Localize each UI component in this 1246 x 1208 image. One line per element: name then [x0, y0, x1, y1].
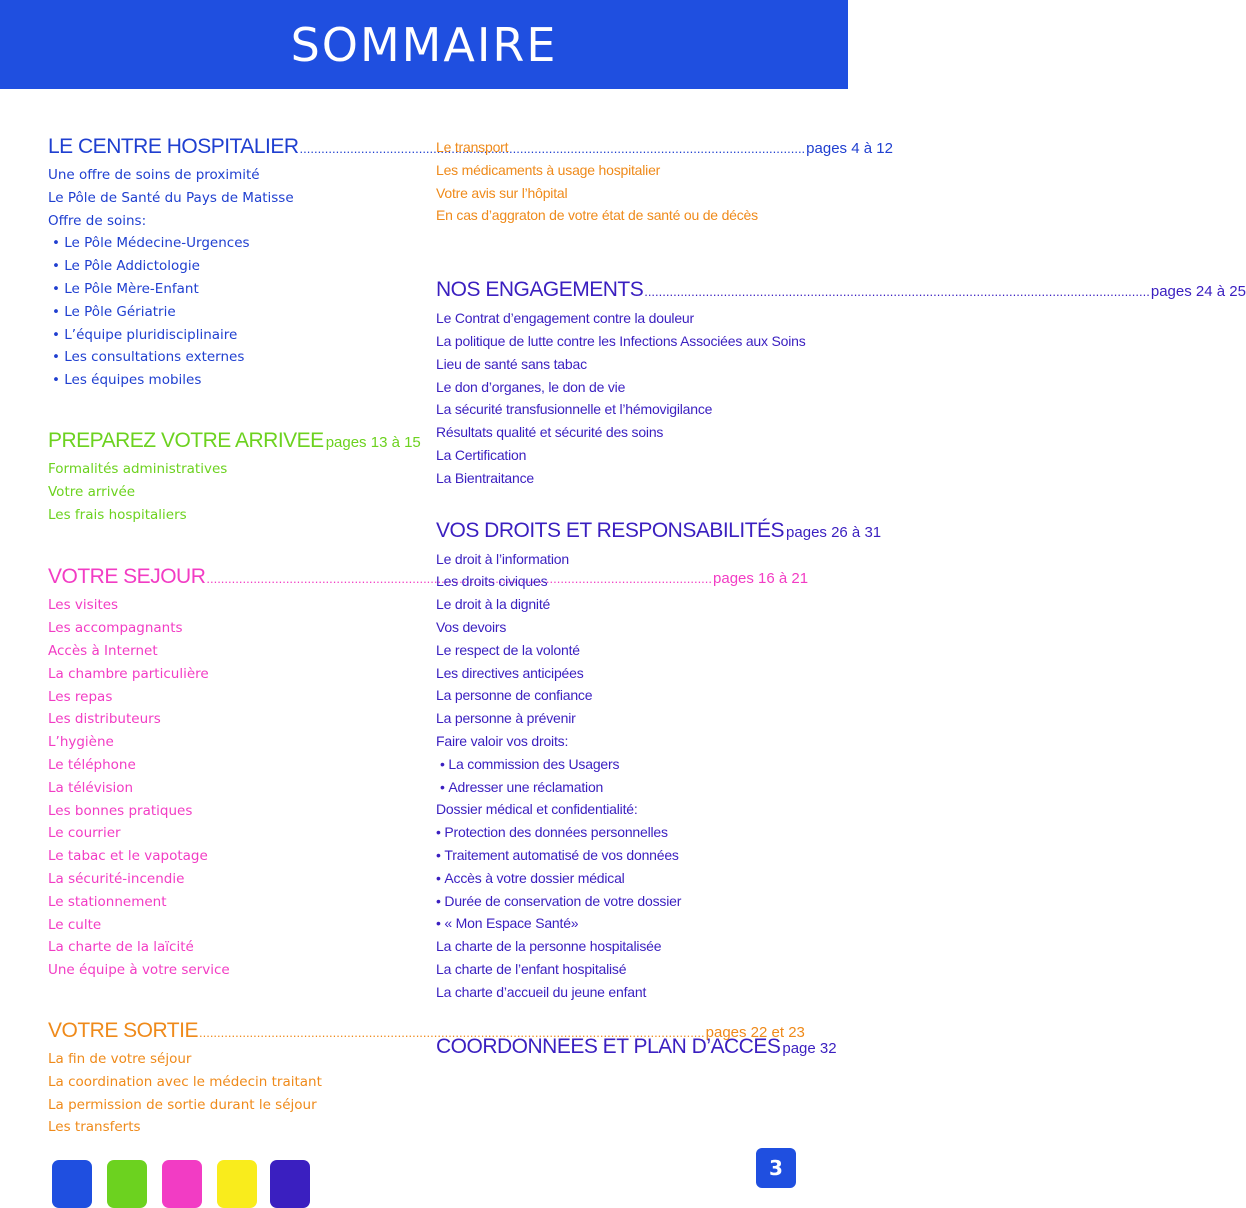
toc-item[interactable]: La charte de l’enfant hospitalisé [436, 960, 627, 977]
page-header [0, 0, 848, 89]
toc-item[interactable]: Votre avis sur l’hôpital [436, 184, 568, 201]
toc-item[interactable]: Faire valoir vos droits: [436, 732, 569, 749]
toc-item[interactable]: Vos devoirs [436, 618, 507, 635]
section-pages: pages 4 à 12 [806, 140, 893, 157]
toc-item[interactable]: En cas d’aggraton de votre état de santé ou de décès [436, 207, 758, 224]
toc-item[interactable]: Dossier médical et confidentialité: [436, 801, 638, 818]
toc-item[interactable]: Le droit à la dignité [436, 596, 551, 613]
toc-item[interactable]: Les médicaments à usage hospitalier [436, 161, 661, 178]
toc-item[interactable]: La sécurité-incendie [48, 870, 185, 887]
section-sortie-continued [436, 136, 816, 227]
section-title: COORDONNEES ET PLAN D’ACCES [436, 1034, 781, 1058]
toc-subitem[interactable]: • Le Pôle Médecine-Urgences [48, 232, 420, 255]
section-pages: pages 13 à 15 [325, 433, 421, 451]
toc-subitem[interactable]: • Adresser une réclamation [436, 776, 816, 799]
leader-dots [644, 277, 1150, 307]
toc-subitem[interactable]: • « Mon Espace Santé» [436, 912, 816, 935]
toc-item[interactable]: Le don d’organes, le don de vie [436, 378, 626, 395]
toc-item[interactable]: Le culte [48, 916, 102, 933]
toc-item[interactable]: La personne à prévenir [436, 710, 576, 727]
toc-item[interactable]: Le Contrat d’engagement contre la douleur [436, 310, 694, 327]
section-title: PREPAREZ VOTRE ARRIVEE [48, 428, 324, 452]
section-pages: page 32 [782, 1039, 837, 1057]
toc-item[interactable]: La sécurité transfusionnelle et l’hémovigilance [436, 401, 713, 418]
toc-subitem[interactable]: • Les consultations externes [48, 346, 420, 369]
toc-item[interactable]: Accès à Internet [48, 642, 158, 659]
section-title: NOS ENGAGEMENTS [436, 278, 644, 302]
toc-item[interactable]: Une offre de soins de proximité [48, 167, 260, 183]
tab-blue[interactable] [52, 1160, 92, 1208]
toc-item[interactable]: Les repas [48, 688, 113, 705]
toc-subitem[interactable]: • Protection des données personnelles [436, 821, 816, 844]
toc-item[interactable]: La charte de la personne hospitalisée [436, 938, 662, 955]
toc-item[interactable]: Les directives anticipées [436, 664, 584, 681]
section-title: VOTRE SEJOUR [48, 565, 206, 589]
section-heading[interactable] [48, 426, 420, 458]
toc-item[interactable]: La permission de sortie durant le séjour [48, 1096, 317, 1113]
toc-item[interactable]: Le stationnement [48, 893, 167, 910]
section-title: LE CENTRE HOSPITALIER [48, 135, 299, 158]
tab-pink[interactable] [162, 1160, 202, 1208]
toc-item[interactable]: Lieu de santé sans tabac [436, 355, 587, 372]
toc-item[interactable]: Le téléphone [48, 756, 136, 773]
toc-item[interactable]: Votre arrivée [48, 483, 136, 500]
toc-item[interactable]: La chambre particulière [48, 665, 209, 682]
toc-item[interactable]: Résultats qualité et sécurité des soins [436, 424, 664, 441]
toc-item[interactable]: Le droit à l’information [436, 550, 569, 567]
section-title: VOTRE SORTIE [48, 1018, 198, 1042]
toc-item[interactable]: La télévision [48, 779, 134, 796]
toc-item[interactable]: La fin de votre séjour [48, 1050, 192, 1067]
section-title: VOS DROITS ET RESPONSABILITÉS [436, 518, 785, 542]
section-nos-engagements [436, 275, 1246, 489]
section-pages: pages 24 à 25 [1150, 283, 1246, 301]
section-heading[interactable] [436, 516, 882, 548]
toc-item[interactable]: Les frais hospitaliers [48, 506, 187, 523]
toc-subitem[interactable]: • Le Pôle Addictologie [48, 255, 420, 278]
toc-item[interactable]: Les bonnes pratiques [48, 802, 193, 819]
toc-item[interactable]: Offre de soins: [48, 212, 147, 229]
toc-item[interactable]: Les accompagnants [48, 620, 183, 637]
toc-subitem[interactable]: • Le Pôle Mère-Enfant [48, 278, 420, 301]
toc-item[interactable]: La charte de la laïcité [48, 939, 194, 956]
section-coordonnees [436, 1032, 837, 1064]
toc-subitem[interactable]: • Le Pôle Gériatrie [48, 301, 420, 324]
toc-item[interactable]: La politique de lutte contre les Infections Associées aux Soins [436, 332, 806, 349]
toc-item[interactable]: Le tabac et le vapotage [48, 848, 208, 865]
section-color-tabs [52, 1160, 312, 1200]
toc-item[interactable]: La Certification [436, 446, 527, 463]
toc-item[interactable]: Le transport [436, 139, 509, 155]
tab-yellow[interactable] [217, 1160, 257, 1208]
toc-item[interactable]: Les visites [48, 597, 119, 614]
page-title: SOMMAIRE [290, 17, 558, 72]
toc-item[interactable]: Les droits civiques [436, 573, 548, 590]
tab-purple[interactable] [270, 1160, 310, 1208]
toc-item[interactable]: La personne de confiance [436, 687, 593, 704]
toc-item[interactable]: Les transferts [48, 1119, 141, 1136]
section-preparez-arrivee [48, 426, 420, 526]
toc-item[interactable]: L’hygiène [48, 734, 114, 751]
toc-item[interactable]: La Bientraitance [436, 469, 534, 486]
section-heading[interactable] [436, 275, 1246, 307]
toc-item[interactable]: Une équipe à votre service [48, 962, 230, 979]
toc-subitem[interactable]: • Accès à votre dossier médical [436, 867, 816, 890]
tab-green[interactable] [107, 1160, 147, 1208]
toc-item[interactable]: Le respect de la volonté [436, 641, 580, 658]
toc-item[interactable]: Les distributeurs [48, 711, 161, 728]
page-number [756, 1148, 796, 1188]
toc-subitem[interactable]: • La commission des Usagers [436, 753, 816, 776]
page-number-text: 3 [769, 1156, 783, 1180]
section-pages: pages 26 à 31 [786, 523, 882, 541]
toc-item[interactable]: La charte d’accueil du jeune enfant [436, 983, 647, 1000]
section-pages: pages 16 à 21 [713, 570, 809, 588]
toc-item[interactable]: Formalités administratives [48, 460, 228, 477]
toc-subitem[interactable]: • Les équipes mobiles [48, 369, 420, 392]
section-heading[interactable] [436, 1032, 837, 1064]
toc-subitem[interactable]: • Traitement automatisé de vos données [436, 844, 816, 867]
toc-item[interactable]: La coordination avec le médecin traitant [48, 1073, 322, 1090]
toc-item[interactable]: Le Pôle de Santé du Pays de Matisse [48, 189, 294, 206]
toc-subitem[interactable]: • Durée de conservation de votre dossier [436, 890, 816, 913]
section-vos-droits [436, 516, 882, 1004]
toc-subitem[interactable]: • L’équipe pluridisciplinaire [48, 324, 420, 347]
section-pages: pages 22 et 23 [705, 1023, 805, 1041]
toc-item[interactable]: Le courrier [48, 825, 121, 842]
